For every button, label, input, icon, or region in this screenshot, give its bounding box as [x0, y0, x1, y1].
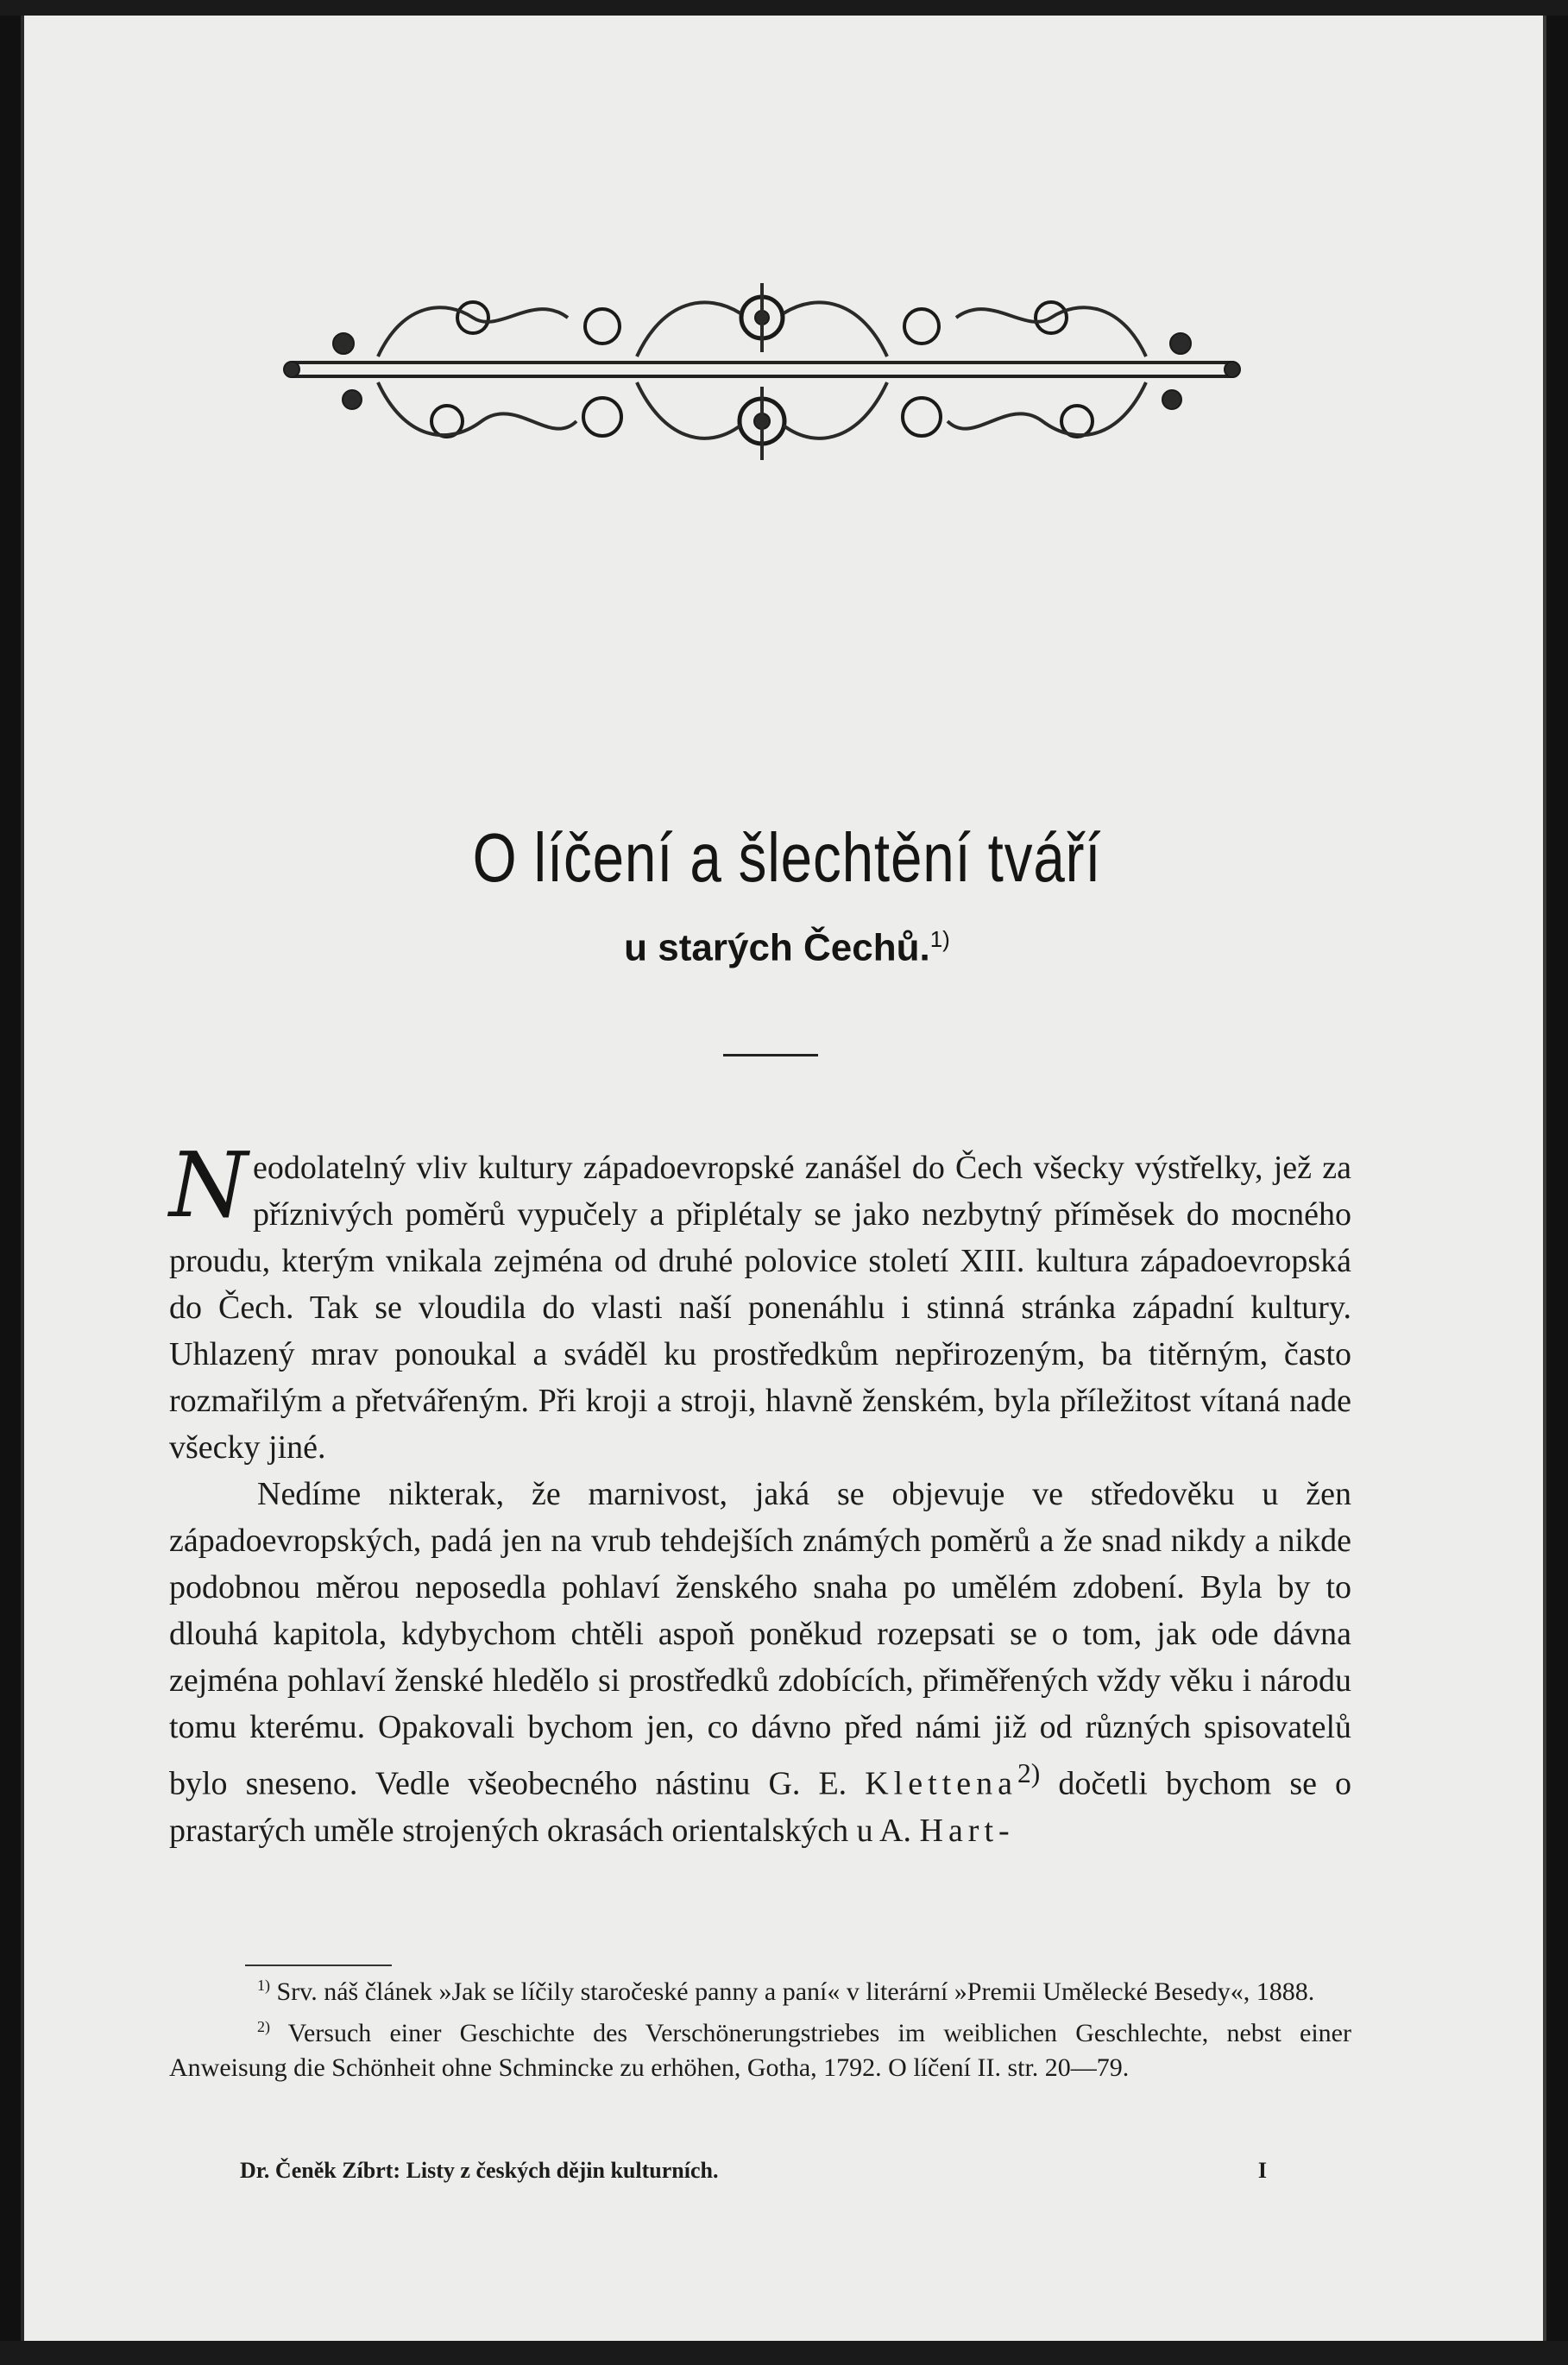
footnote-1-text: Srv. náš článek »Jak se líčily staročeské panny a paní« v literární »Premii Umělecké Besedy«, 1888.	[276, 1977, 1315, 2006]
page-footer	[240, 2158, 1267, 2184]
footnote-2	[169, 2009, 1351, 2085]
signature-mark: I	[1257, 2158, 1267, 2183]
paragraph-1-text: eodolatelný vliv kultury západoevropské zanášel do Čech všecky výstřelky, jež za příznivých poměrů vypučely a připlétaly se jako nezbytný příměsek do mocného proudu, kterým vnikala zejména od druhé polovice století XIII. kultura západoevropská do Čech. Tak se vloudila do vlasti naší ponenáhlu i stinná stránka západní kultury. Uhlazený mrav ponoukal a sváděl ku prostředkům nepřirozeným, ba titěrným, často rozmařilým a přetvářeným. Při kroji a stroji, hlavně ženském, byla příležitost vítaná nade všecky jiné.	[169, 1150, 1351, 1466]
paragraph-2-text-a: Nedíme nikterak, že marnivost, jaká se objevuje ve středověku u žen západoevropských, padá jen na vrub tehdejších známých poměrů a že snad nikdy a nikde podobnou měrou neposedla pohlaví ženského snaha po umělém zdobení. Byla by to dlouhá kapitola, kdybychom chtěli aspoň poněkud rozepsati se o tom, jak ode dávna zejména pohlaví ženské hledělo si prostředků zdobících, přiměřených vždy věku i národu tomu kterému. Opakovali bychom jen, co dávno před námi již od různých spisovatelů bylo sneseno. Vedle všeobecného nástinu G. E.	[169, 1476, 1351, 1802]
footnote-2-mark: 2)	[257, 2018, 270, 2035]
footnote-2-text: Versuch einer Geschichte des Verschönerungstriebes im weiblichen Geschlechte, nebst einer Anweisung die Schönheit ohne Schmincke zu erhöhen, Gotha, 1792. O líčení II. str. 20—79.	[169, 2019, 1351, 2082]
footnote-divider	[245, 1965, 392, 1966]
footnote-1-mark: 1)	[257, 1977, 270, 1994]
footnotes	[169, 1968, 1351, 2085]
footnote-1	[169, 1968, 1351, 2009]
paragraph-2	[169, 1471, 1351, 1854]
book-page	[21, 16, 1546, 2341]
article-title: O líčení a šlechtění tváří	[472, 819, 1102, 896]
scan-edge-top	[0, 0, 1568, 16]
title-divider	[723, 1054, 818, 1056]
scan-edge-bottom	[0, 2341, 1568, 2365]
author-name-hart: Hart-	[919, 1812, 1015, 1849]
footnote-ref-1: 1)	[929, 926, 950, 952]
article-body	[169, 1132, 1352, 1854]
author-name-klettena: Klettena	[865, 1765, 1017, 1802]
subtitle-text: u starých Čechů.	[624, 926, 930, 969]
paragraph-1	[169, 1132, 1351, 1471]
running-footer: Dr. Čeněk Zíbrt: Listy z českých dějin kulturních.	[240, 2158, 719, 2183]
drop-cap-initial: N	[169, 1132, 248, 1238]
floral-headpiece-icon	[274, 266, 1250, 473]
paragraph-2-text-b: dočetli bychom se o prastarých uměle strojených okrasách orientalských u A.	[169, 1765, 1352, 1849]
article-subtitle	[24, 926, 1550, 970]
footnote-ref-2: 2)	[1017, 1758, 1041, 1788]
